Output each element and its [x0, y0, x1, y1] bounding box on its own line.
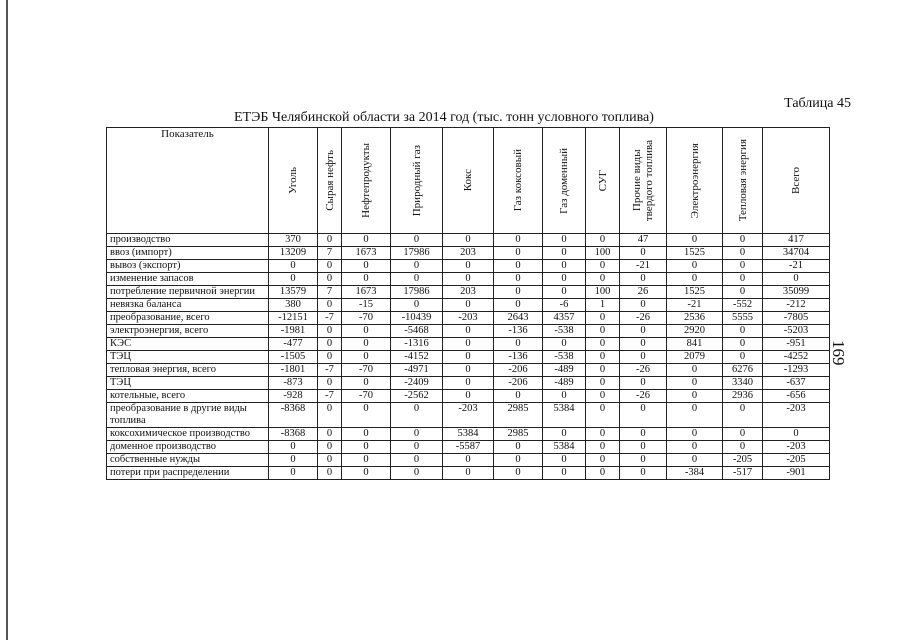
table-cell: -5468 [391, 325, 443, 338]
table-cell: 0 [391, 299, 443, 312]
row-label: ТЭЦ [107, 351, 269, 364]
table-cell: -901 [763, 467, 830, 480]
table-cell: -1801 [269, 364, 318, 377]
table-cell: 0 [443, 273, 494, 286]
table-cell: 0 [723, 428, 763, 441]
table-row [107, 312, 830, 325]
table-cell: -5587 [443, 441, 494, 454]
table-cell: 0 [667, 454, 723, 467]
table-cell: 0 [342, 467, 391, 480]
table-cell: 0 [318, 351, 342, 364]
table-cell: 5384 [543, 441, 586, 454]
table-cell: 3340 [723, 377, 763, 390]
table-cell: 0 [494, 286, 543, 299]
table-cell: 0 [543, 428, 586, 441]
column-header-label: Всего [790, 167, 802, 194]
table-cell: 0 [342, 351, 391, 364]
table-cell: -951 [763, 338, 830, 351]
table-cell: -538 [543, 325, 586, 338]
table-cell: 0 [667, 403, 723, 428]
table-cell: -10439 [391, 312, 443, 325]
table-cell: 13579 [269, 286, 318, 299]
table-cell: 0 [620, 467, 667, 480]
table-cell: 0 [494, 273, 543, 286]
table-cell: 17986 [391, 247, 443, 260]
table-cell: 0 [342, 234, 391, 247]
table-cell: 0 [443, 325, 494, 338]
table-cell: 0 [620, 299, 667, 312]
table-cell: 380 [269, 299, 318, 312]
table-cell: 0 [763, 273, 830, 286]
table-cell: -205 [723, 454, 763, 467]
table-row [107, 364, 830, 377]
table-cell: -136 [494, 325, 543, 338]
table-cell: -21 [667, 299, 723, 312]
table-cell: 0 [620, 338, 667, 351]
row-label: вывоз (экспорт) [107, 260, 269, 273]
table-row [107, 441, 830, 454]
table-cell: 2079 [667, 351, 723, 364]
table-title: ЕТЭБ Челябинской области за 2014 год (тыс. тонн условного топлива) [234, 110, 654, 125]
table-cell: 0 [318, 441, 342, 454]
table-cell: 0 [443, 454, 494, 467]
column-header [391, 128, 443, 234]
table-cell: -26 [620, 312, 667, 325]
table-cell: 26 [620, 286, 667, 299]
table-row [107, 467, 830, 480]
column-header-label: Кокс [462, 169, 474, 192]
table-cell: 0 [586, 351, 620, 364]
table-cell: -70 [342, 390, 391, 403]
table-cell: 0 [543, 338, 586, 351]
table-cell: 0 [318, 377, 342, 390]
table-cell: 0 [318, 338, 342, 351]
table-cell: 0 [494, 247, 543, 260]
table-cell: 0 [318, 467, 342, 480]
table-cell: 0 [342, 325, 391, 338]
table-cell: 0 [543, 467, 586, 480]
row-label: невязка баланса [107, 299, 269, 312]
table-row [107, 377, 830, 390]
table-cell: 0 [543, 286, 586, 299]
table-cell: 0 [723, 325, 763, 338]
table-cell: 0 [443, 467, 494, 480]
table-cell: -203 [763, 441, 830, 454]
table-cell: -384 [667, 467, 723, 480]
table-cell: 0 [269, 454, 318, 467]
table-row [107, 338, 830, 351]
table-cell: 4357 [543, 312, 586, 325]
table-cell: 0 [543, 234, 586, 247]
table-cell: 2985 [494, 403, 543, 428]
table-cell: 1673 [342, 247, 391, 260]
table-cell: 7 [318, 247, 342, 260]
row-header-label: Показатель [107, 128, 269, 234]
table-cell: 0 [494, 260, 543, 273]
table-cell: 841 [667, 338, 723, 351]
table-cell: 0 [391, 454, 443, 467]
table-cell: 0 [342, 441, 391, 454]
table-cell: -4252 [763, 351, 830, 364]
table-cell: 0 [318, 325, 342, 338]
table-cell: 0 [723, 403, 763, 428]
table-cell: 0 [667, 390, 723, 403]
table-cell: 0 [586, 312, 620, 325]
table-cell: 0 [586, 454, 620, 467]
row-label: потери при распределении [107, 467, 269, 480]
table-cell: 1 [586, 299, 620, 312]
table-cell: 0 [391, 234, 443, 247]
table-cell: 0 [443, 338, 494, 351]
table-cell: 17986 [391, 286, 443, 299]
table-cell: -8368 [269, 403, 318, 428]
table-cell: -26 [620, 364, 667, 377]
table-cell: 0 [620, 351, 667, 364]
table-row [107, 325, 830, 338]
table-cell: 0 [443, 351, 494, 364]
row-label: электроэнергия, всего [107, 325, 269, 338]
page-number: 169 [829, 340, 848, 366]
table-cell: 0 [543, 454, 586, 467]
energy-balance-table [106, 127, 830, 480]
table-cell: -517 [723, 467, 763, 480]
table-cell: 0 [494, 338, 543, 351]
table-cell: 0 [443, 377, 494, 390]
table-cell: 0 [443, 390, 494, 403]
table-cell: 100 [586, 286, 620, 299]
table-cell: 0 [443, 234, 494, 247]
table-cell: 6276 [723, 364, 763, 377]
table-cell: 0 [723, 286, 763, 299]
table-row [107, 403, 830, 428]
table-cell: 0 [667, 234, 723, 247]
column-header-label: Газ доменный [558, 147, 570, 214]
table-cell: 0 [269, 441, 318, 454]
table-cell: 0 [723, 260, 763, 273]
table-cell: 0 [620, 325, 667, 338]
table-cell: 0 [269, 273, 318, 286]
table-cell: 0 [443, 299, 494, 312]
table-cell: -21 [620, 260, 667, 273]
table-cell: -203 [443, 403, 494, 428]
column-header-label: Тепловая энергия [736, 139, 749, 222]
column-header-label: Прочие виды твердого топлива [631, 139, 655, 222]
table-cell: 0 [391, 467, 443, 480]
table-cell: 0 [543, 273, 586, 286]
row-label: КЭС [107, 338, 269, 351]
table-row [107, 299, 830, 312]
table-cell: 47 [620, 234, 667, 247]
table-cell: 0 [667, 273, 723, 286]
row-label: производство [107, 234, 269, 247]
table-cell: 35099 [763, 286, 830, 299]
table-cell: 0 [620, 377, 667, 390]
column-header [763, 128, 830, 234]
column-header [494, 128, 543, 234]
table-cell: 0 [494, 454, 543, 467]
table-cell: -1293 [763, 364, 830, 377]
table-cell: 0 [586, 260, 620, 273]
table-cell: -2409 [391, 377, 443, 390]
table-cell: -8368 [269, 428, 318, 441]
column-header-label: Природный газ [410, 144, 423, 217]
column-header [342, 128, 391, 234]
column-header-label: СУГ [596, 169, 609, 192]
table-cell: 0 [586, 364, 620, 377]
table-cell: -205 [763, 454, 830, 467]
table-cell: 0 [391, 403, 443, 428]
table-cell: 0 [723, 273, 763, 286]
table-cell: 0 [318, 403, 342, 428]
table-cell: 0 [667, 260, 723, 273]
table-cell: 0 [586, 377, 620, 390]
table-cell: 2643 [494, 312, 543, 325]
table-cell: 0 [494, 299, 543, 312]
table-row [107, 273, 830, 286]
table-cell: 0 [620, 247, 667, 260]
table-cell: 0 [391, 441, 443, 454]
table-cell: -136 [494, 351, 543, 364]
table-cell: 2536 [667, 312, 723, 325]
table-cell: -203 [763, 403, 830, 428]
table-cell: -7 [318, 390, 342, 403]
table-cell: 2920 [667, 325, 723, 338]
table-cell: -489 [543, 377, 586, 390]
row-label: коксохимическое производство [107, 428, 269, 441]
table-row [107, 454, 830, 467]
table-cell: 0 [763, 428, 830, 441]
table-cell: 0 [586, 338, 620, 351]
table-cell: -928 [269, 390, 318, 403]
table-cell: 0 [620, 403, 667, 428]
table-cell: 0 [342, 428, 391, 441]
table-row [107, 247, 830, 260]
table-cell: -206 [494, 377, 543, 390]
table-cell: -552 [723, 299, 763, 312]
row-label: изменение запасов [107, 273, 269, 286]
table-cell: 0 [543, 247, 586, 260]
table-cell: -4152 [391, 351, 443, 364]
table-cell: 0 [342, 338, 391, 351]
table-row [107, 390, 830, 403]
table-cell: 0 [620, 441, 667, 454]
table-cell: 0 [620, 454, 667, 467]
column-header-label: Нефтепродукты [360, 143, 372, 218]
table-cell: 34704 [763, 247, 830, 260]
table-cell: 203 [443, 286, 494, 299]
table-cell: -206 [494, 364, 543, 377]
table-cell: 0 [667, 364, 723, 377]
table-cell: -4971 [391, 364, 443, 377]
table-label: Таблица 45 [784, 96, 851, 111]
row-label: преобразование, всего [107, 312, 269, 325]
table-cell: -7805 [763, 312, 830, 325]
table-cell: 2985 [494, 428, 543, 441]
table-cell: -477 [269, 338, 318, 351]
table-cell: 0 [586, 428, 620, 441]
table-cell: 0 [494, 234, 543, 247]
table-cell: 5384 [543, 403, 586, 428]
table-cell: 0 [586, 325, 620, 338]
column-header [620, 128, 667, 234]
table-cell: 203 [443, 247, 494, 260]
table-cell: -7 [318, 364, 342, 377]
table-cell: 0 [391, 428, 443, 441]
column-header [543, 128, 586, 234]
table-cell: 0 [342, 403, 391, 428]
table-cell: 0 [443, 260, 494, 273]
table-cell: -6 [543, 299, 586, 312]
table-row [107, 260, 830, 273]
column-header [443, 128, 494, 234]
table-cell: -1316 [391, 338, 443, 351]
table-cell: 0 [318, 273, 342, 286]
table-cell: -26 [620, 390, 667, 403]
table-cell: 1525 [667, 286, 723, 299]
table-cell: 0 [269, 467, 318, 480]
table-cell: -873 [269, 377, 318, 390]
table-cell: 0 [667, 441, 723, 454]
table-cell: 0 [494, 390, 543, 403]
table-cell: 0 [318, 428, 342, 441]
header-row [107, 128, 830, 234]
table-cell: -538 [543, 351, 586, 364]
column-header-label: Уголь [287, 167, 299, 194]
table-cell: 5384 [443, 428, 494, 441]
table-cell: 1525 [667, 247, 723, 260]
table-cell: -489 [543, 364, 586, 377]
column-header [723, 128, 763, 234]
table-row [107, 428, 830, 441]
table-cell: 0 [391, 260, 443, 273]
table-cell: 0 [494, 441, 543, 454]
column-header [318, 128, 342, 234]
table-cell: 0 [318, 260, 342, 273]
table-cell: -212 [763, 299, 830, 312]
table-cell: 0 [723, 351, 763, 364]
table-cell: 0 [543, 260, 586, 273]
table-cell: 417 [763, 234, 830, 247]
table-cell: 0 [667, 377, 723, 390]
table-cell: -70 [342, 312, 391, 325]
table-cell: 0 [494, 467, 543, 480]
column-header [269, 128, 318, 234]
column-header-label: Газ коксовый [512, 149, 524, 212]
table-cell: 1673 [342, 286, 391, 299]
table-cell: -1505 [269, 351, 318, 364]
table-cell: 0 [723, 247, 763, 260]
table-cell: 0 [620, 273, 667, 286]
table-cell: 2936 [723, 390, 763, 403]
table-cell: 0 [723, 441, 763, 454]
table-cell: 0 [586, 403, 620, 428]
table-cell: 0 [586, 234, 620, 247]
table-cell: 0 [443, 364, 494, 377]
table-cell: 0 [723, 234, 763, 247]
row-label: доменное производство [107, 441, 269, 454]
table-cell: 7 [318, 286, 342, 299]
table-cell: 0 [723, 338, 763, 351]
table-cell: 0 [620, 428, 667, 441]
table-body [107, 234, 830, 480]
table-cell: 0 [586, 467, 620, 480]
table-cell: -637 [763, 377, 830, 390]
row-label: собственные нужды [107, 454, 269, 467]
table-cell: -7 [318, 312, 342, 325]
table-row [107, 286, 830, 299]
table-row [107, 351, 830, 364]
table-cell: 0 [318, 234, 342, 247]
table-cell: -1981 [269, 325, 318, 338]
row-label: потребление первичной энергии [107, 286, 269, 299]
column-header [667, 128, 723, 234]
table-cell: -656 [763, 390, 830, 403]
table-cell: 0 [318, 299, 342, 312]
column-header [586, 128, 620, 234]
table-cell: 370 [269, 234, 318, 247]
table-cell: 0 [543, 390, 586, 403]
table-row [107, 234, 830, 247]
table-cell: -21 [763, 260, 830, 273]
table-cell: 0 [342, 454, 391, 467]
row-label: ТЭЦ [107, 377, 269, 390]
table-cell: 5555 [723, 312, 763, 325]
table-cell: -2562 [391, 390, 443, 403]
table-cell: 0 [391, 273, 443, 286]
table-cell: -70 [342, 364, 391, 377]
page-edge-rule [6, 0, 8, 640]
row-label: преобразование в другие виды топлива [107, 403, 269, 428]
row-label: котельные, всего [107, 390, 269, 403]
table-cell: 0 [586, 390, 620, 403]
table-cell: 0 [586, 273, 620, 286]
table-cell: 0 [342, 377, 391, 390]
column-header-label: Электроэнергия [688, 142, 701, 219]
table-cell: 100 [586, 247, 620, 260]
row-label: тепловая энергия, всего [107, 364, 269, 377]
table-cell: -203 [443, 312, 494, 325]
table-cell: 0 [586, 441, 620, 454]
table-cell: -12151 [269, 312, 318, 325]
table-cell: -15 [342, 299, 391, 312]
table-cell: 0 [667, 428, 723, 441]
table-cell: 13209 [269, 247, 318, 260]
table-cell: 0 [342, 273, 391, 286]
table-cell: 0 [269, 260, 318, 273]
column-header-label: Сырая нефть [323, 150, 336, 211]
table-cell: 0 [318, 454, 342, 467]
table-cell: -5203 [763, 325, 830, 338]
table-cell: 0 [342, 260, 391, 273]
row-label: ввоз (импорт) [107, 247, 269, 260]
